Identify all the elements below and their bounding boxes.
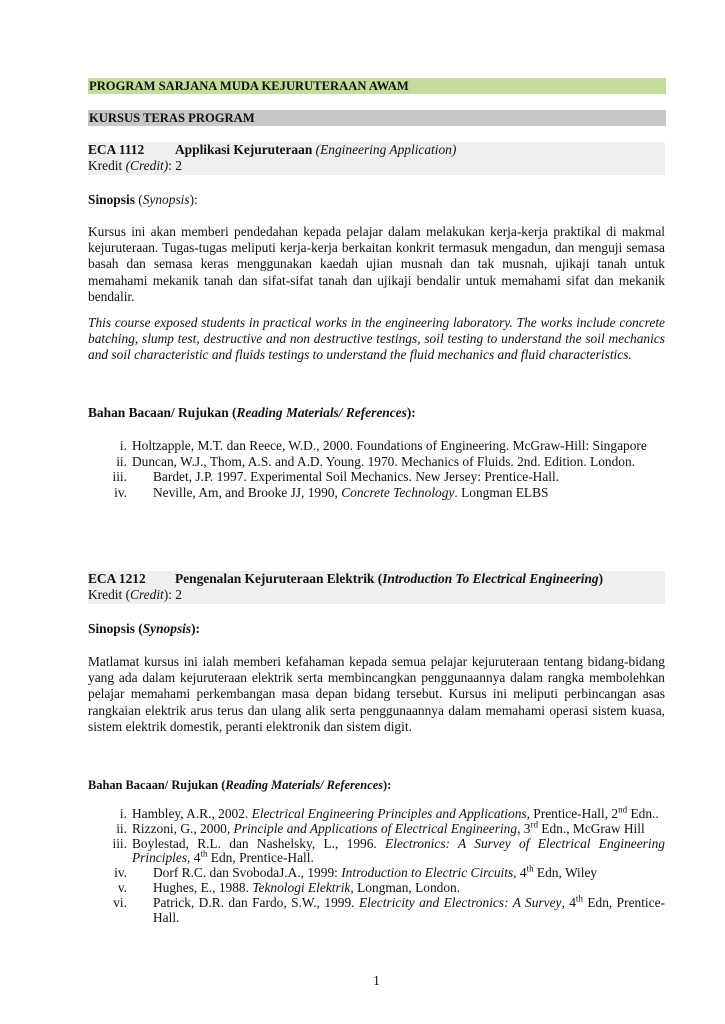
credit-value: : 2 <box>168 158 182 173</box>
reference-text-post: , 4 <box>561 894 576 910</box>
reference-sup: th <box>200 848 208 859</box>
refs-label-en: Reading Materials/ References <box>225 778 384 792</box>
reference-text-post: . Longman ELBS <box>454 484 549 500</box>
synopsis-label: Sinopsis <box>88 192 135 207</box>
reference-text-post: , Prentice-Hall, 2 <box>526 806 619 821</box>
reference-item <box>88 454 665 470</box>
reference-text <box>132 837 665 867</box>
refs-label-en: Reading Materials/ References <box>236 405 407 420</box>
reference-number: ii. <box>116 820 127 836</box>
reference-number: iv. <box>114 484 127 500</box>
course-header-eca1112 <box>88 142 665 175</box>
reference-text-pre: Hughes, E., 1988. <box>153 879 253 895</box>
reference-item <box>88 819 665 837</box>
references-heading: Bahan Bacaan/ Rujukan (Reading Materials/ References): <box>88 405 416 420</box>
synopsis-label-en: Synopsis <box>142 192 190 207</box>
reference-title: Teknologi Elektrik <box>252 879 351 895</box>
program-banner: PROGRAM SARJANA MUDA KEJURUTERAAN AWAM <box>88 78 666 94</box>
course-title: Applikasi Kejuruteraan <box>175 142 313 157</box>
reference-text-pre: Boylestad, R.L. dan Nashelsky, L., 1996. <box>132 835 386 851</box>
reference-title: Electricity and Electronics: A Survey <box>358 894 562 910</box>
reference-text-post2: Edn.. <box>627 806 659 821</box>
page-number: 1 <box>373 973 380 988</box>
reference-list-eca1212 <box>88 804 665 925</box>
reference-text: Duncan, W.J., Thom, A.S. and A.D. Young. 1970. Mechanics of Fluids. 2nd. Edition. London. <box>132 453 636 469</box>
reference-number: iv. <box>114 865 127 881</box>
reference-text-post: , 4 <box>187 850 201 866</box>
reference-text-pre: Dorf R.C. dan SvobodaJ.A., 1999: <box>153 865 342 881</box>
reference-item <box>88 485 665 501</box>
reference-sup: th <box>575 893 583 904</box>
reference-text-post: , Longman, London. <box>350 879 461 895</box>
reference-item <box>88 804 665 822</box>
reference-text: Bardet, J.P. 1997. Experimental Soil Mechanics. New Jersey: Prentice-Hall. <box>153 469 560 485</box>
synopsis-label-en: Synopsis <box>142 621 192 636</box>
credit-line <box>88 158 665 174</box>
synopsis-ms-text: Kursus ini akan memberi pendedahan kepada pelajar dalam melakukan kerja-kerja praktikal di makmal kejuruteraan. Tugas-tugas meliputi kerja-kerja berkaitan konkrit termasuk mengadun, dan menguji semasa basah dan semasa keras menggunakan kaedah ujian musnah dan tak musnah, ujikaji tanah untuk memahami mekanik tanah dan sifat-sifat tanah dan ujikaji bendalir untuk memahami sifat dan mekanik bendalir. <box>88 224 665 304</box>
section-banner: KURSUS TERAS PROGRAM <box>88 110 666 126</box>
reference-number: i. <box>119 438 127 453</box>
reference-text <box>132 804 665 822</box>
reference-item <box>88 837 665 867</box>
credit-label-en: (Credit) <box>125 158 169 173</box>
reference-text-pre: Neville, Am, and Brooke JJ, 1990, <box>153 484 342 500</box>
reference-text-pre: Hambley, A.R., 2002. <box>132 806 252 821</box>
reference-item <box>88 438 665 454</box>
reference-title: Electrical Engineering Principles and Applications <box>251 806 527 821</box>
reference-number: v. <box>117 879 127 895</box>
course-header-eca1212 <box>88 571 665 604</box>
reference-text <box>132 881 665 896</box>
reference-number: i. <box>119 806 127 821</box>
reference-text-post2: Edn., McGraw Hill <box>537 820 645 836</box>
reference-number: ii. <box>116 453 127 469</box>
synopsis-ms-text: Matlamat kursus ini ialah memberi kefahaman kepada semua pelajar kejuruteraan tentang bidang-bidang yang ada dalam kejuruteraan elektrik serta membincangkan penggunaannya dalam rangka membolehkan pelajar memahami perkembangan masa depan bidang tersebut. Kursus ini meliputi perbincangan asas rangkaian elektrik arus terus dan ulang alik serta penggunaannya dalam memahami operasi sistem kuasa, sistem elektrik domestik, peranti elektronik dan sistem digit. <box>88 654 665 734</box>
credit-label: Kredit <box>88 587 123 602</box>
course-title-en: (Engineering Application) <box>315 142 457 157</box>
course-title-en: Introduction To Electrical Engineering <box>382 571 599 586</box>
credit-label-en: Credit <box>130 587 164 602</box>
reference-text-pre: Rizzoni, G., 2000, <box>132 820 234 836</box>
reference-item <box>88 893 665 926</box>
reference-number: vi. <box>113 894 127 910</box>
synopsis-heading: Sinopsis (Synopsis): <box>88 621 201 636</box>
reference-text-post2: Edn, Prentice-Hall. <box>153 894 665 925</box>
reference-text-pre: Patrick, D.R. dan Fardo, S.W., 1999. <box>153 894 359 910</box>
reference-text-post2: Edn, Prentice-Hall. <box>207 850 314 866</box>
course-code: ECA 1112 <box>88 142 145 157</box>
course-code: ECA 1212 <box>88 571 146 586</box>
credit-line: Kredit (Credit): 2 <box>88 587 182 602</box>
synopsis-label: Sinopsis <box>88 621 135 636</box>
reference-text <box>132 893 665 926</box>
reference-item <box>88 469 665 485</box>
reference-text <box>132 485 665 501</box>
synopsis-en-text: This course exposed students in practical works in the engineering laboratory. The works include concrete batching, slump test, destructive and non destructive testings, soil testing to understand the soil mechanics and soil characteristic and fluids testings to understand the fluid mechanics and fluid characteristics. <box>88 315 665 363</box>
reference-sup: th <box>526 863 534 874</box>
synopsis-heading: Sinopsis (Synopsis): <box>88 192 198 207</box>
reference-text <box>132 863 665 881</box>
reference-item <box>88 863 665 881</box>
reference-number: iii. <box>112 469 127 485</box>
reference-text-post: , 4 <box>513 865 527 881</box>
reference-title: Introduction to Electric Circuits <box>341 865 514 881</box>
reference-text: Holtzapple, M.T. dan Reece, W.D., 2000. Foundations of Engineering. McGraw-Hill: Singapore <box>132 438 647 453</box>
reference-title: Principle and Applications of Electrical Engineering <box>233 820 518 836</box>
synopsis-en <box>88 315 665 364</box>
reference-text <box>132 819 665 837</box>
reference-sup: rd <box>530 819 538 830</box>
credit-value: : 2 <box>168 587 182 602</box>
synopsis-ms <box>88 224 665 305</box>
reference-text-post: , 3 <box>517 820 531 836</box>
course-title: Pengenalan Kejuruteraan Elektrik <box>175 571 375 586</box>
reference-list-eca1112 <box>88 438 665 500</box>
course-title-line: ECA 1212 Pengenalan Kejuruteraan Elektrik (Introduction To Electrical Engineering) <box>88 571 604 586</box>
refs-label: Bahan Bacaan/ Rujukan <box>88 778 219 792</box>
synopsis-ms <box>88 654 665 735</box>
credit-label: Kredit <box>88 158 123 173</box>
references-heading: Bahan Bacaan/ Rujukan (Reading Materials/ References): <box>88 778 392 792</box>
refs-label: Bahan Bacaan/ Rujukan <box>88 405 229 420</box>
course-title-line <box>88 142 665 158</box>
reference-text-post2: Edn, Wiley <box>533 865 598 881</box>
reference-sup: nd <box>618 804 628 815</box>
reference-title: Electronics: A Survey of Electrical Engineering Principles <box>132 835 665 866</box>
reference-title: Concrete Technology <box>341 484 455 500</box>
reference-number: iii. <box>112 835 127 851</box>
